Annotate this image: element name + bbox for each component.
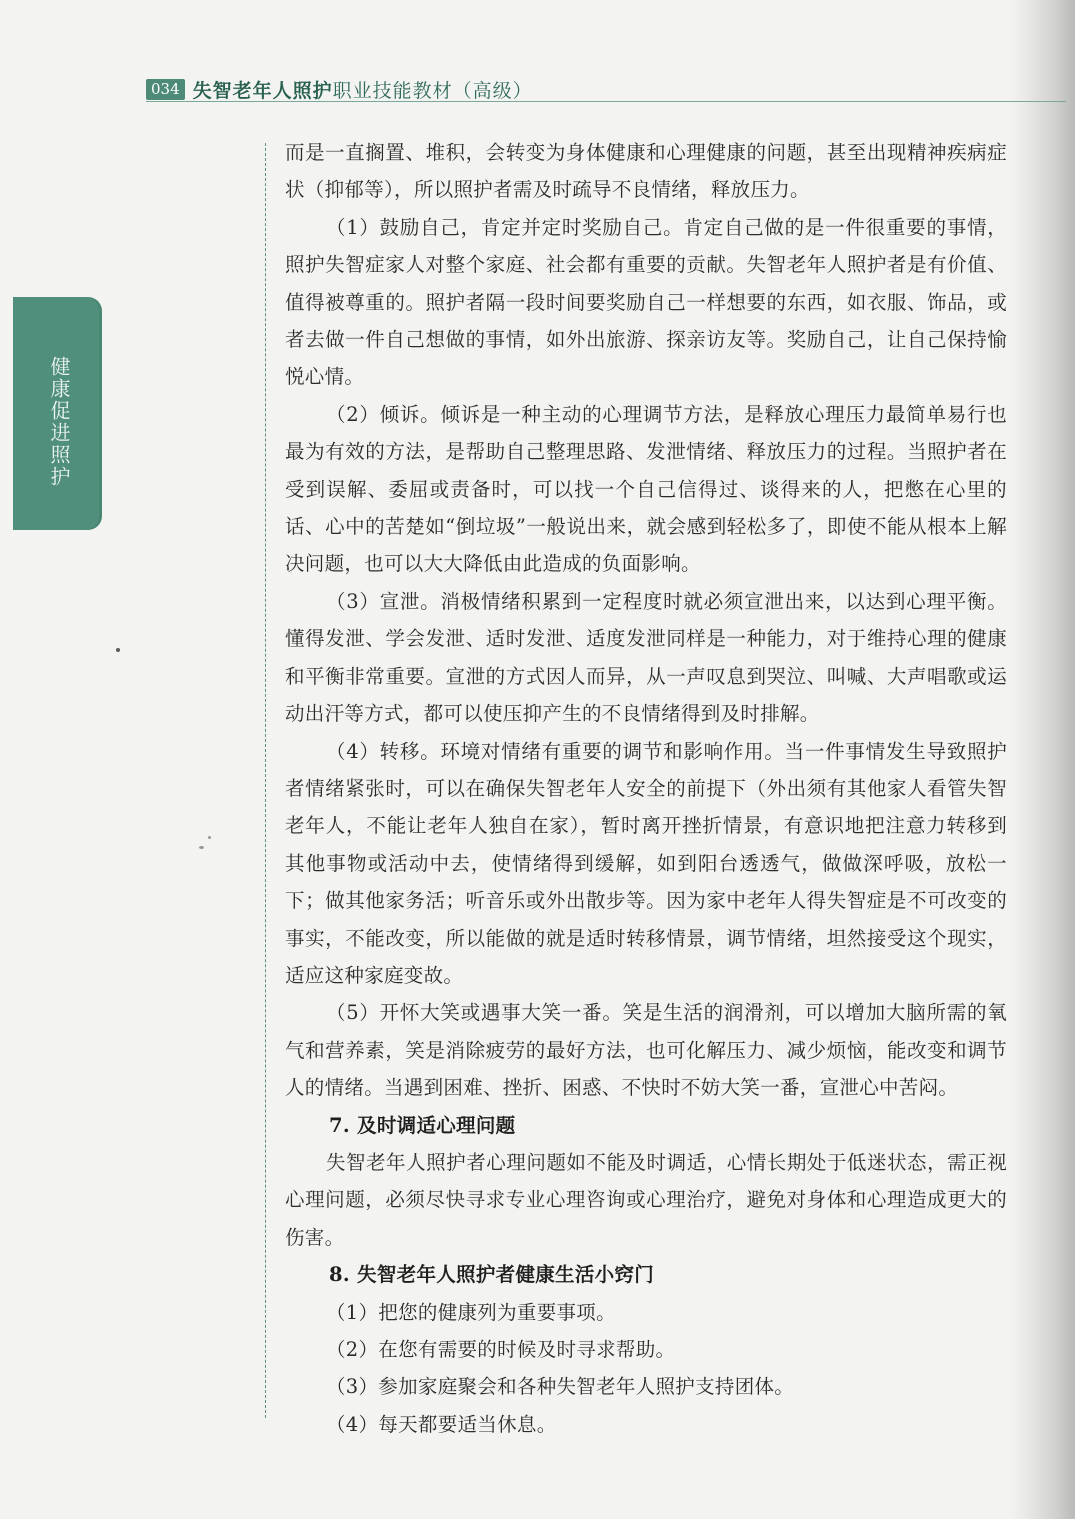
page-edge [1030,0,1075,1519]
paragraph: （1）鼓励自己，肯定并定时奖励自己。肯定自己做的是一件很重要的事情，照护失智症家人对整个家庭、社会都有重要的贡献。失智老年人照护者是有价值、值得被尊重的。照护者隔一段时间要奖励自己一样想要的东西，如衣服、饰品，或者去做一件自己想做的事情，如外出旅游、探亲访友等。奖励自己，让自己保持愉悦心情。 [285,215,1007,389]
margin-dashed-line [265,143,266,1418]
scan-speck [116,648,120,652]
paragraph: （3）宣泄。消极情绪积累到一定程度时就必须宣泄出来，以达到心理平衡。懂得发泄、学会发泄、适时发泄、适度发泄同样是一种能力，对于维持心理的健康和平衡非常重要。宣泄的方式因人而异，从一声叹息到哭泣、叫喊、大声唱歌或运动出汗等方式，都可以使压抑产生的不良情绪得到及时排解。 [285,589,1007,726]
paragraph: 而是一直搁置、堆积，会转变为身体健康和心理健康的问题，甚至出现精神疾病症状（抑郁等），所以照护者需及时疏导不良情绪，释放压力。 [285,141,1007,202]
paragraph: 失智老年人照护者心理问题如不能及时调适，心情长期处于低迷状态，需正视心理问题，必须尽快寻求专业心理咨询或心理治疗，避免对身体和心理造成更大的伤害。 [285,1150,1007,1249]
paragraph: （4）转移。环境对情绪有重要的调节和影响作用。当一件事情发生导致照护者情绪紧张时，可以在确保失智老年人安全的前提下（外出须有其他家人看管失智老年人，不能让老年人独自在家），暂时离开挫折情景，有意识地把注意力转移到其他事物或活动中去，使情绪得到缓解，如到阳台透透气，做做深呼吸，放松一下；做其他家务活；听音乐或外出散步等。因为家中老年人得失智症是不可改变的事实，不能改变，所以能做的就是适时转移情景，调节情绪，坦然接受这个现实，适应这种家庭变故。 [285,739,1007,987]
page-edge-shadow [1010,0,1030,1519]
section-heading: 7. 及时调适心理问题 [329,1113,516,1137]
list-item: （1）把您的健康列为重要事项。 [326,1300,616,1324]
chapter-side-tab-label: 健康促进照护 [47,356,71,488]
list-item: （2）在您有需要的时候及时寻求帮助。 [326,1338,676,1361]
section-heading: 8. 失智老年人照护者健康生活小窍门 [329,1263,655,1287]
header-rule [146,101,1066,102]
scan-speck [208,836,211,839]
paragraph: （2）倾诉。倾诉是一种主动的心理调节方法，是释放心理压力最简单易行也最为有效的方法，是帮助自己整理思路、发泄情绪、释放压力的过程。当照护者在受到误解、委屈或责备时，可以找一个自己信得过、谈得来的人，把憋在心里的话、心中的苦楚如“倒垃圾”一般说出来，就会感到轻松多了，即使不能从根本上解决问题，也可以大大降低由此造成的负面影响。 [285,402,1007,576]
body-text [285,134,1007,1443]
running-header [146,78,533,100]
book-title-strong: 失智老年人照护 [192,79,333,102]
paragraph: （5）开怀大笑或遇事大笑一番。笑是生活的润滑剂，可以增加大脑所需的氧气和营养素，笑是消除疲劳的最好方法，也可化解压力、减少烦恼，能改变和调节人的情绪。当遇到困难、挫折、困惑、不快时不妨大笑一番，宣泄心中苦闷。 [285,1001,1007,1100]
list-item: （3）参加家庭聚会和各种失智老年人照护支持团体。 [326,1375,795,1399]
page-number: 034 [146,79,185,100]
scan-speck [199,846,204,849]
list-item: （4）每天都要适当休息。 [326,1412,557,1436]
book-title-rest: 职业技能教材（高级） [332,79,533,102]
book-title [193,76,533,103]
